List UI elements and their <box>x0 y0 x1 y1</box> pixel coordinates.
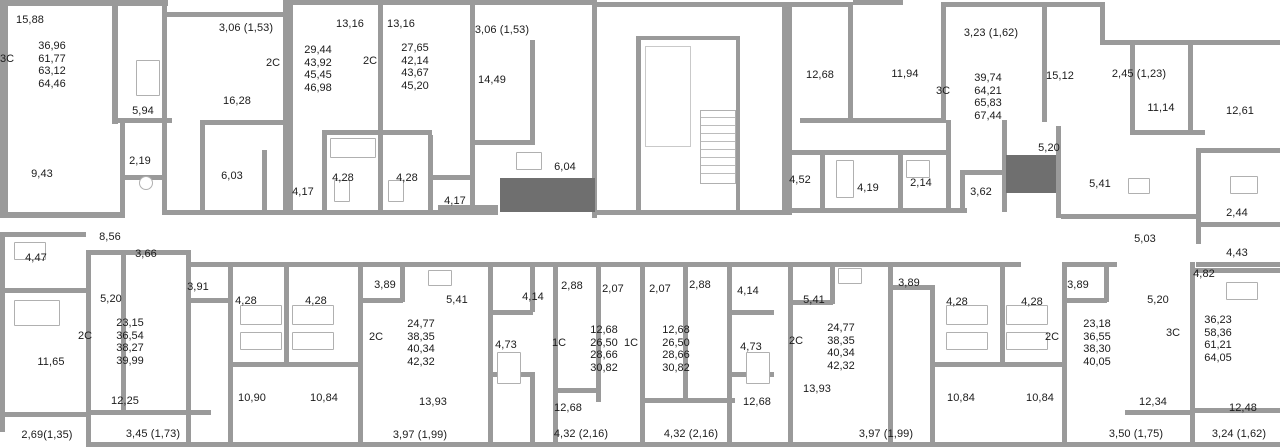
room-area-label: 13,16 <box>335 18 365 30</box>
room-area-label: 11,94 <box>891 68 919 80</box>
room-area-label: 3,97 (1,99) <box>392 429 448 441</box>
unit-area-label: 30,82 <box>590 361 618 374</box>
room-area-label: 10,84 <box>946 392 976 404</box>
unit-type-label: 2С <box>1045 331 1060 343</box>
bathtub-icon <box>292 305 334 325</box>
apartment-unit <box>624 324 706 374</box>
apartment-unit <box>789 322 871 372</box>
wall <box>1047 2 1105 7</box>
wall <box>1193 40 1280 45</box>
wall <box>636 36 740 40</box>
unit-area-label: 38,30 <box>1083 343 1111 356</box>
wall <box>732 310 774 315</box>
wall <box>475 140 535 145</box>
wall <box>597 210 787 215</box>
room-area-label: 3,89 <box>1067 279 1089 291</box>
unit-area-label: 23,15 <box>116 317 144 329</box>
wall <box>363 262 493 267</box>
room-area-label: 2,88 <box>561 280 583 292</box>
wall <box>293 0 383 5</box>
unit-type-label: 2С <box>266 57 281 69</box>
wall <box>1042 2 1047 122</box>
wall <box>322 130 432 135</box>
unit-area-label: 42,14 <box>401 54 429 67</box>
unit-area-label: 38,27 <box>116 342 144 355</box>
room-area-label: 12,48 <box>1228 402 1258 414</box>
unit-area-label: 67,44 <box>974 109 1002 122</box>
wall <box>1000 267 1005 367</box>
sink-icon <box>139 176 153 190</box>
unit-area-label: 64,21 <box>974 84 1002 97</box>
room-area-label: 2,69(1,35) <box>21 429 73 441</box>
unit-area-label: 43,92 <box>304 56 332 69</box>
unit-area-label: 64,46 <box>38 77 66 90</box>
wall <box>383 0 475 5</box>
room-area-label: 4,47 <box>25 252 47 264</box>
apartment-unit <box>78 317 160 367</box>
unit-area-label: 23,18 <box>1083 318 1111 330</box>
unit-type-label: 3С <box>1166 327 1181 339</box>
wall <box>500 178 595 212</box>
core-line <box>690 46 691 146</box>
unit-area-label: 45,20 <box>401 79 429 92</box>
fixture-icon <box>1226 282 1258 300</box>
unit-area-label: 61,77 <box>38 52 66 65</box>
bathtub-icon <box>240 305 282 325</box>
fixture-icon <box>1006 332 1048 350</box>
unit-type-label: 2С <box>369 331 384 343</box>
wall <box>433 175 475 180</box>
room-area-label: 4,14 <box>737 285 759 297</box>
unit-area-label: 39,74 <box>974 72 1002 84</box>
unit-area-label: 36,23 <box>1204 314 1232 326</box>
room-area-label: 6,03 <box>221 170 243 182</box>
wall <box>645 398 735 403</box>
unit-area-label: 12,68 <box>590 324 618 336</box>
room-area-label: 5,41 <box>803 294 825 306</box>
room-area-label: 3,23 (1,62) <box>963 27 1019 39</box>
room-area-label: 2,88 <box>689 279 711 291</box>
apartment-unit <box>266 44 348 94</box>
wall <box>792 2 852 7</box>
room-area-label: 4,82 <box>1193 268 1215 280</box>
sink-icon <box>1128 178 1150 194</box>
wall <box>1100 40 1192 45</box>
wall <box>1067 262 1117 267</box>
unit-area-label: 40,34 <box>407 343 435 356</box>
unit-area-label: 39,99 <box>116 354 144 367</box>
room-area-label: 4,28 <box>946 296 968 308</box>
wall <box>736 36 740 214</box>
unit-area-label: 27,65 <box>401 42 429 54</box>
room-area-label: 3,89 <box>898 277 920 289</box>
unit-area-label: 28,66 <box>662 349 690 362</box>
unit-area-label: 64,05 <box>1204 351 1232 364</box>
room-area-label: 5,20 <box>1147 294 1169 306</box>
wall <box>1196 262 1280 267</box>
wall <box>558 262 644 267</box>
wall <box>1067 298 1107 303</box>
wall <box>1196 148 1201 244</box>
wall <box>288 210 438 215</box>
unit-area-label: 36,55 <box>1083 330 1111 343</box>
wall <box>788 262 793 447</box>
room-area-label: 12,68 <box>742 396 772 408</box>
room-area-label: 4,73 <box>740 341 762 353</box>
room-area-label: 5,41 <box>1089 178 1111 190</box>
room-area-label: 10,90 <box>237 392 267 404</box>
kitchen-icon <box>838 268 862 284</box>
unit-area-label: 38,35 <box>407 330 435 343</box>
wall <box>475 0 595 5</box>
unit-area-label: 65,83 <box>974 97 1002 110</box>
core-line <box>645 46 691 47</box>
wall <box>363 298 403 303</box>
unit-area-label: 61,21 <box>1204 339 1232 352</box>
room-area-label: 12,68 <box>553 402 583 414</box>
wall <box>167 12 287 17</box>
unit-area-label: 29,44 <box>304 44 332 56</box>
apartment-unit <box>1166 314 1248 364</box>
unit-area-label: 42,32 <box>407 355 435 368</box>
wall <box>167 210 289 215</box>
room-area-label: 4,28 <box>1021 296 1043 308</box>
apartment-unit <box>1045 318 1127 368</box>
unit-area-label: 36,54 <box>116 329 144 342</box>
wall <box>86 250 91 447</box>
wall <box>120 123 125 218</box>
apartment-unit <box>936 72 1018 122</box>
room-area-label: 10,84 <box>1025 392 1055 404</box>
room-area-label: 3,97 (1,99) <box>858 428 914 440</box>
wall <box>186 250 191 447</box>
unit-area-label: 38,35 <box>827 334 855 347</box>
wall <box>1056 126 1061 218</box>
wall <box>493 262 553 267</box>
wall <box>558 388 598 393</box>
wall <box>233 362 363 367</box>
room-area-label: 3,06 (1,53) <box>474 24 530 36</box>
wall <box>191 262 233 267</box>
unit-area-label: 58,36 <box>1204 326 1232 339</box>
room-area-label: 4,32 (2,16) <box>663 428 719 440</box>
room-area-label: 12,25 <box>110 395 140 407</box>
unit-area-label: 28,66 <box>590 349 618 362</box>
wall <box>1006 155 1058 193</box>
room-area-label: 4,19 <box>857 182 879 194</box>
wall <box>960 170 1006 175</box>
bathtub-icon <box>330 138 376 158</box>
unit-type-label: 2С <box>78 330 93 342</box>
room-area-label: 4,17 <box>444 195 466 207</box>
room-area-label: 5,20 <box>1038 142 1060 154</box>
wall <box>0 232 5 432</box>
room-area-label: 3,06 (1,53) <box>218 22 274 34</box>
room-area-label: 9,43 <box>31 168 53 180</box>
kitchen-icon <box>428 270 452 286</box>
unit-area-label: 45,45 <box>304 69 332 82</box>
wall <box>1188 40 1193 134</box>
wall <box>488 262 493 447</box>
room-area-label: 4,32 (2,16) <box>553 428 609 440</box>
wall <box>800 118 946 123</box>
wall <box>0 412 90 417</box>
room-area-label: 15,88 <box>15 14 45 26</box>
unit-type-label: 2С <box>789 335 804 347</box>
wall <box>8 0 168 6</box>
unit-type-label: 3С <box>936 85 951 97</box>
unit-area-label: 24,77 <box>827 322 855 334</box>
room-area-label: 4,28 <box>332 172 354 184</box>
unit-type-label: 1С <box>552 337 567 349</box>
apartment-unit <box>0 40 82 90</box>
stairs-icon <box>700 110 736 184</box>
fixture-icon <box>746 352 770 384</box>
room-area-label: 3,24 (1,62) <box>1211 428 1267 440</box>
wall <box>1201 148 1280 153</box>
wall <box>262 150 267 215</box>
unit-area-label: 63,12 <box>38 65 66 78</box>
wall <box>787 208 967 213</box>
wall <box>530 40 535 140</box>
wall <box>530 262 535 312</box>
wall <box>233 262 363 267</box>
room-area-label: 2,07 <box>649 283 671 295</box>
unit-area-label: 42,32 <box>827 359 855 372</box>
fixture-icon <box>136 60 160 96</box>
room-area-label: 2,19 <box>129 155 151 167</box>
apartment-unit <box>369 318 451 368</box>
room-area-label: 3,50 (1,75) <box>1108 428 1164 440</box>
unit-area-label: 12,68 <box>662 324 690 336</box>
room-area-label: 4,28 <box>235 295 257 307</box>
wall <box>200 120 288 125</box>
wall <box>0 112 8 218</box>
wall <box>941 2 946 122</box>
room-area-label: 12,61 <box>1225 105 1255 117</box>
wall <box>0 232 86 237</box>
room-area-label: 3,89 <box>374 279 396 291</box>
unit-type-label: 3С <box>0 53 15 65</box>
room-area-label: 16,28 <box>222 95 252 107</box>
room-area-label: 2,44 <box>1226 207 1248 219</box>
room-area-label: 11,65 <box>37 356 65 368</box>
wall <box>228 262 233 447</box>
wall <box>0 288 86 293</box>
core-line <box>645 46 646 146</box>
unit-area-label: 26,50 <box>590 336 618 349</box>
room-area-label: 12,68 <box>805 69 835 81</box>
wall <box>636 36 641 214</box>
unit-area-label: 43,67 <box>401 67 429 80</box>
wall <box>0 212 120 218</box>
wall <box>530 372 535 447</box>
wall <box>1100 2 1105 44</box>
room-area-label: 4,28 <box>305 295 327 307</box>
wall <box>86 442 1280 447</box>
room-area-label: 3,66 <box>135 248 157 260</box>
fixture-icon <box>14 300 60 326</box>
room-area-label: 11,14 <box>1147 102 1175 114</box>
unit-area-label: 40,05 <box>1083 355 1111 368</box>
unit-area-label: 30,82 <box>662 361 690 374</box>
wall <box>1130 45 1135 135</box>
wall <box>853 0 903 5</box>
room-area-label: 3,45 (1,73) <box>125 428 181 440</box>
wall <box>848 2 853 122</box>
wall <box>787 150 822 155</box>
room-area-label: 12,34 <box>1138 396 1168 408</box>
wall <box>820 150 950 155</box>
fixture-icon <box>292 332 334 350</box>
wall <box>946 2 1046 7</box>
room-area-label: 5,20 <box>100 293 122 305</box>
wall <box>493 310 533 315</box>
wall <box>1135 130 1205 135</box>
room-area-label: 14,49 <box>477 74 507 86</box>
wall <box>1201 222 1280 227</box>
unit-type-label: 1С <box>624 337 639 349</box>
room-area-label: 4,73 <box>495 339 517 351</box>
room-area-label: 2,07 <box>602 283 624 295</box>
unit-area-label: 40,34 <box>827 347 855 360</box>
wall <box>284 267 289 367</box>
unit-type-label: 2С <box>363 55 378 67</box>
wall <box>645 262 731 267</box>
wall <box>597 2 787 7</box>
wall <box>732 262 792 267</box>
room-area-label: 4,14 <box>522 291 544 303</box>
room-area-label: 15,12 <box>1045 70 1075 82</box>
wall <box>793 262 893 267</box>
room-area-label: 10,84 <box>309 392 339 404</box>
room-area-label: 13,93 <box>802 383 832 395</box>
room-area-label: 4,17 <box>292 186 314 198</box>
fixture-icon <box>497 352 521 384</box>
room-area-label: 2,14 <box>910 177 932 189</box>
room-area-label: 13,93 <box>418 396 448 408</box>
room-area-label: 4,52 <box>789 174 811 186</box>
room-area-label: 3,62 <box>970 186 992 198</box>
room-area-label: 5,41 <box>446 294 468 306</box>
room-area-label: 5,94 <box>132 105 154 117</box>
unit-area-label: 46,98 <box>304 81 332 94</box>
room-area-label: 8,56 <box>99 231 121 243</box>
room-area-label: 3,91 <box>187 281 209 293</box>
room-area-label: 2,45 (1,23) <box>1111 68 1167 80</box>
room-area-label: 6,04 <box>554 161 576 173</box>
wall <box>1125 410 1195 415</box>
core-line <box>645 146 691 147</box>
fixture-icon <box>1230 176 1258 194</box>
unit-area-label: 36,96 <box>38 40 66 52</box>
room-area-label: 13,16 <box>386 18 416 30</box>
room-area-label: 5,03 <box>1134 233 1156 245</box>
unit-area-label: 26,50 <box>662 336 690 349</box>
room-area-label: 4,28 <box>396 172 418 184</box>
fixture-icon <box>240 332 282 350</box>
apartment-unit <box>363 42 445 92</box>
room-area-label: 4,43 <box>1226 247 1248 259</box>
fixture-icon <box>906 160 930 178</box>
unit-area-label: 24,77 <box>407 318 435 330</box>
wall <box>288 0 293 215</box>
wall <box>91 410 211 415</box>
fixture-icon <box>946 332 988 350</box>
wall <box>1061 214 1201 219</box>
